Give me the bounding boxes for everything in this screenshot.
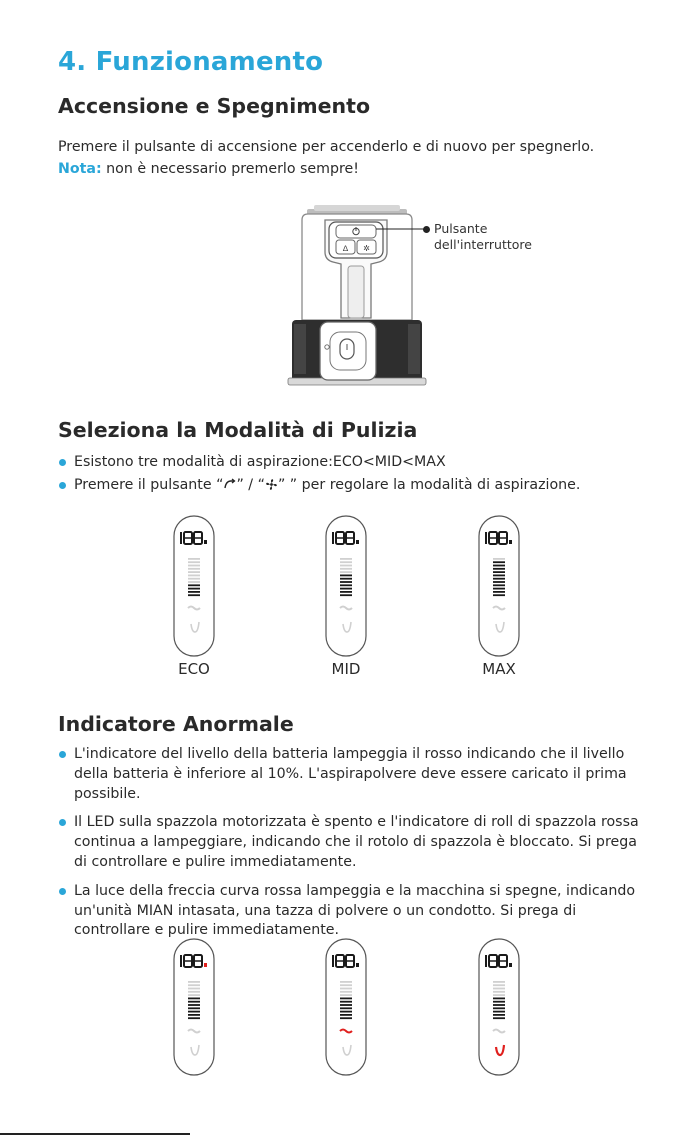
level-bar bbox=[340, 561, 352, 563]
level-bar bbox=[188, 561, 200, 563]
level-bar bbox=[493, 584, 505, 586]
level-bar bbox=[493, 1014, 505, 1016]
level-bar bbox=[340, 558, 352, 560]
level-bar bbox=[188, 998, 200, 1000]
digit-segment bbox=[180, 532, 182, 544]
level-bar bbox=[188, 984, 200, 986]
modes-bullet-list bbox=[58, 453, 658, 496]
level-bar bbox=[493, 561, 505, 563]
digit-segment bbox=[485, 955, 487, 967]
level-bar bbox=[340, 578, 352, 580]
fan-icon bbox=[265, 478, 278, 491]
level-bar bbox=[188, 1014, 200, 1016]
level-bar bbox=[493, 1011, 505, 1013]
power-note bbox=[58, 159, 359, 179]
level-bar bbox=[188, 578, 200, 580]
callout-dot bbox=[423, 226, 430, 233]
list-item bbox=[58, 813, 648, 872]
level-bar bbox=[340, 984, 352, 986]
digit-segment bbox=[485, 532, 487, 544]
level-bar bbox=[340, 594, 352, 596]
battery-dot bbox=[204, 963, 207, 967]
page-title: 4. Funzionamento bbox=[58, 47, 324, 77]
display-panel bbox=[174, 516, 214, 656]
level-bar bbox=[188, 565, 200, 567]
section-heading-abnormal: Indicatore Anormale bbox=[58, 712, 294, 736]
level-bar bbox=[188, 1011, 200, 1013]
level-bar bbox=[340, 981, 352, 983]
bullet-dot bbox=[59, 819, 66, 826]
bullet-text-c: ” ” per regolare la modalità di aspirazione. bbox=[277, 476, 581, 493]
bullet-text-b: ” / “ bbox=[236, 476, 265, 493]
battery-dot bbox=[356, 963, 359, 967]
note-label: Nota: bbox=[58, 161, 102, 177]
svg-text:✲: ✲ bbox=[363, 244, 370, 253]
list-item bbox=[58, 882, 648, 941]
level-bar bbox=[340, 581, 352, 583]
level-bar bbox=[188, 575, 200, 577]
level-bar bbox=[340, 1001, 352, 1003]
digit-segment bbox=[332, 532, 334, 544]
level-bar bbox=[493, 558, 505, 560]
level-bar bbox=[340, 998, 352, 1000]
level-bar bbox=[340, 994, 352, 996]
level-bar bbox=[340, 988, 352, 990]
level-bar bbox=[340, 588, 352, 590]
level-bar bbox=[493, 565, 505, 567]
level-bar bbox=[340, 1017, 352, 1019]
level-bar bbox=[340, 584, 352, 586]
bullet-text-a: Premere il pulsante “ bbox=[74, 476, 224, 493]
digit-segment bbox=[180, 955, 182, 967]
level-bar bbox=[340, 1014, 352, 1016]
level-bar bbox=[340, 1011, 352, 1013]
level-bar bbox=[493, 1007, 505, 1009]
bullet-text: La luce della freccia curva rossa lampeggia e la macchina si spegne, indicando un'unità MIAN intasata, una tazza di polvere o un condotto. Si prega di controllare e pulire immediatamente. bbox=[74, 882, 636, 939]
level-bar bbox=[493, 578, 505, 580]
level-bar bbox=[188, 988, 200, 990]
level-bar bbox=[188, 568, 200, 570]
level-bar bbox=[188, 581, 200, 583]
level-bar bbox=[493, 984, 505, 986]
power-button-callout bbox=[434, 221, 532, 253]
svg-text:ᐃ: ᐃ bbox=[342, 244, 349, 253]
note-text: non è necessario premerlo sempre! bbox=[101, 161, 359, 177]
level-bar bbox=[340, 991, 352, 993]
list-item bbox=[58, 453, 658, 473]
level-bar bbox=[340, 1007, 352, 1009]
level-bar bbox=[340, 575, 352, 577]
bullet-text: Il LED sulla spazzola motorizzata è spento e l'indicatore di roll di spazzola rossa continua a lampeggiare, indicando che il rotolo di spazzola è bloccato. Si prega di controllare e pulire immediatamente. bbox=[74, 814, 639, 870]
level-bar bbox=[340, 568, 352, 570]
level-bar bbox=[340, 571, 352, 573]
display-panel bbox=[326, 939, 366, 1075]
bullet-dot bbox=[59, 482, 66, 489]
digit-segment bbox=[332, 955, 334, 967]
level-bar bbox=[188, 591, 200, 593]
bullet-text: Esistono tre modalità di aspirazione:ECO<MID<MAX bbox=[74, 454, 446, 470]
level-bar bbox=[188, 981, 200, 983]
display-panel bbox=[479, 516, 519, 656]
level-bar bbox=[493, 1004, 505, 1006]
bullet-dot bbox=[59, 888, 66, 895]
level-bar bbox=[493, 575, 505, 577]
list-item bbox=[58, 476, 658, 496]
level-bar bbox=[493, 998, 505, 1000]
vacuum-body-illustration bbox=[280, 200, 440, 395]
level-bar bbox=[188, 594, 200, 596]
level-bar bbox=[493, 1017, 505, 1019]
level-bar bbox=[493, 991, 505, 993]
display-panel bbox=[479, 939, 519, 1075]
level-bar bbox=[493, 994, 505, 996]
battery-dot bbox=[204, 540, 207, 544]
level-bar bbox=[493, 588, 505, 590]
callout-line-2: dell'interruttore bbox=[434, 237, 532, 252]
mode-display-panels bbox=[0, 512, 694, 682]
callout-line-1: Pulsante bbox=[434, 221, 488, 236]
level-bar bbox=[340, 565, 352, 567]
power-instruction-text: Premere il pulsante di accensione per accenderlo e di nuovo per spegnerlo. bbox=[58, 139, 595, 155]
section-heading-power: Accensione e Spegnimento bbox=[58, 94, 371, 118]
level-bar bbox=[188, 584, 200, 586]
level-bar bbox=[493, 1001, 505, 1003]
level-bar bbox=[493, 591, 505, 593]
level-bar bbox=[188, 558, 200, 560]
alert-display-panels bbox=[0, 935, 694, 1080]
battery-dot bbox=[356, 540, 359, 544]
level-bar bbox=[188, 1007, 200, 1009]
level-bar bbox=[493, 594, 505, 596]
list-item bbox=[58, 745, 648, 804]
level-bar bbox=[188, 991, 200, 993]
battery-dot bbox=[509, 540, 512, 544]
level-bar bbox=[493, 581, 505, 583]
display-panel bbox=[174, 939, 214, 1075]
mode-label-max: MAX bbox=[482, 660, 516, 678]
level-bar bbox=[188, 1004, 200, 1006]
level-bar bbox=[493, 981, 505, 983]
bullet-text: L'indicatore del livello della batteria lampeggia il rosso indicando che il livello della batteria è inferiore al 10%. L'aspirapolvere deve essere caricato il prima possibile. bbox=[74, 746, 627, 802]
level-bar bbox=[340, 1004, 352, 1006]
level-bar bbox=[188, 588, 200, 590]
display-panel bbox=[326, 516, 366, 656]
level-bar bbox=[188, 571, 200, 573]
battery-dot bbox=[509, 963, 512, 967]
section-heading-modes: Seleziona la Modalità di Pulizia bbox=[58, 418, 418, 442]
abnormal-bullet-list bbox=[58, 745, 648, 941]
mode-label-eco: ECO bbox=[178, 660, 210, 678]
bullet-dot bbox=[59, 459, 66, 466]
mode-label-mid: MID bbox=[331, 660, 361, 678]
level-bar bbox=[188, 994, 200, 996]
curved-arrow-icon bbox=[223, 478, 236, 490]
level-bar bbox=[493, 571, 505, 573]
level-bar bbox=[493, 568, 505, 570]
level-bar bbox=[493, 988, 505, 990]
level-bar bbox=[340, 591, 352, 593]
level-bar bbox=[188, 1017, 200, 1019]
level-bar bbox=[188, 1001, 200, 1003]
bullet-dot bbox=[59, 751, 66, 758]
